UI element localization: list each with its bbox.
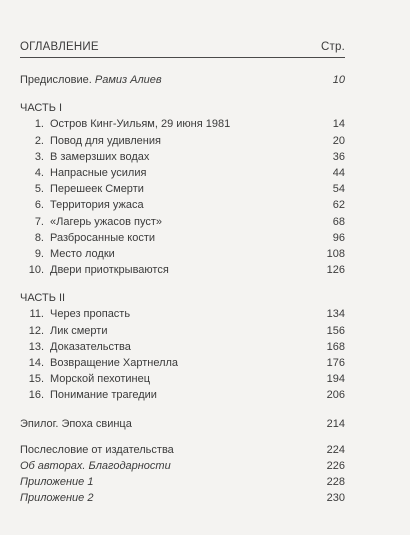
chapter-page: 108 [326, 247, 345, 260]
chapter-page: 20 [332, 134, 345, 147]
part-2-chapter-list [20, 306, 345, 403]
toc-entry [20, 149, 345, 165]
chapter-number: 7. [34, 215, 44, 228]
chapter-title: Доказательства [50, 340, 131, 353]
chapter-title: Возвращение Хартнелла [50, 357, 179, 369]
toc-entry [20, 230, 345, 246]
chapter-title: Перешеек Смерти [50, 183, 144, 196]
chapter-page: 54 [332, 183, 345, 196]
chapter-page: 36 [332, 150, 345, 163]
epilogue-title: Эпилог. Эпоха свинца [20, 417, 132, 430]
back-matter-list [20, 442, 345, 507]
toc-entry [20, 323, 345, 339]
toc-header [20, 40, 345, 58]
back-matter-page: 226 [326, 459, 345, 472]
toc-entry [20, 490, 345, 506]
back-matter-title: Приложение 1 [20, 476, 94, 489]
chapter-title: В замерзших водах [50, 150, 150, 163]
chapter-title: Территория ужаса [50, 199, 144, 212]
toc-entry [20, 197, 345, 213]
toc-entry [20, 116, 345, 132]
chapter-number: 11. [29, 308, 44, 321]
toc-entry [20, 306, 345, 322]
chapter-title: «Лагерь ужасов пуст» [50, 215, 162, 228]
toc-title: ОГЛАВЛЕНИЕ [20, 41, 99, 53]
toc-entry [20, 442, 345, 458]
preface-label: Предисловие. [20, 74, 92, 86]
epilogue-page: 214 [326, 417, 345, 430]
chapter-page: 68 [332, 215, 345, 228]
part-1-chapter-list [20, 116, 345, 278]
chapter-page: 176 [326, 357, 345, 369]
chapter-page: 134 [326, 308, 345, 321]
toc-entry [20, 133, 345, 149]
chapter-page: 126 [326, 264, 345, 277]
toc-entry [20, 371, 345, 387]
chapter-number: 1. [34, 118, 44, 131]
chapter-number: 4. [34, 166, 44, 179]
chapter-title: Двери приоткрываются [50, 264, 169, 277]
chapter-number: 14. [28, 357, 44, 369]
back-matter-title: Послесловие от издательства [20, 443, 174, 456]
chapter-title: Остров Кинг-Уильям, 29 июня 1981 [50, 118, 231, 131]
toc-entry-preface [20, 72, 345, 88]
chapter-page: 44 [332, 166, 345, 179]
toc-entry [20, 474, 345, 490]
chapter-number: 2. [34, 134, 44, 147]
page-column-label: Стр. [321, 41, 345, 53]
chapter-page: 194 [326, 373, 345, 386]
toc-entry [20, 355, 345, 371]
chapter-number: 3. [34, 150, 44, 163]
part-1-title: ЧАСТЬ I [20, 102, 63, 115]
preface-page: 10 [332, 74, 345, 86]
chapter-title: Повод для удивления [50, 134, 161, 147]
chapter-title: Напрасные усилия [50, 166, 147, 179]
toc-entry [20, 458, 345, 474]
chapter-number: 8. [34, 231, 44, 244]
chapter-number: 9. [34, 247, 44, 260]
chapter-number: 10. [28, 264, 44, 277]
chapter-number: 13. [28, 340, 44, 353]
table-of-contents [20, 40, 345, 507]
chapter-page: 156 [326, 324, 345, 337]
toc-entry [20, 165, 345, 181]
chapter-number: 5. [34, 183, 44, 196]
back-matter-page: 228 [326, 476, 345, 489]
chapter-title: Через пропасть [50, 308, 131, 321]
chapter-page: 206 [326, 389, 345, 402]
chapter-title: Морской пехотинец [50, 373, 151, 386]
chapter-title: Место лодки [50, 247, 115, 260]
toc-entry-epilogue [20, 416, 345, 432]
preface-author: Рамиз Алиев [94, 74, 162, 86]
chapter-title: Разбросанные кости [50, 231, 156, 244]
toc-entry [20, 246, 345, 262]
toc-entry [20, 214, 345, 230]
back-matter-title: Приложение 2 [20, 492, 94, 505]
toc-entry [20, 339, 345, 355]
chapter-page: 62 [332, 199, 345, 212]
chapter-title: Понимание трагедии [50, 389, 157, 402]
chapter-page: 168 [326, 340, 345, 353]
chapter-title: Лик смерти [50, 324, 108, 337]
back-matter-page: 224 [326, 443, 345, 456]
chapter-page: 14 [332, 118, 345, 131]
chapter-number: 12. [28, 324, 44, 337]
toc-entry [20, 181, 345, 197]
back-matter-title: Об авторах. Благодарности [20, 459, 171, 472]
chapter-number: 16. [28, 389, 44, 402]
chapter-page: 96 [332, 231, 345, 244]
toc-entry [20, 387, 345, 403]
part-2-title: ЧАСТЬ II [20, 292, 66, 305]
chapter-number: 6. [34, 199, 44, 212]
back-matter-page: 230 [326, 492, 345, 505]
toc-entry [20, 262, 345, 278]
chapter-number: 15. [28, 373, 44, 386]
